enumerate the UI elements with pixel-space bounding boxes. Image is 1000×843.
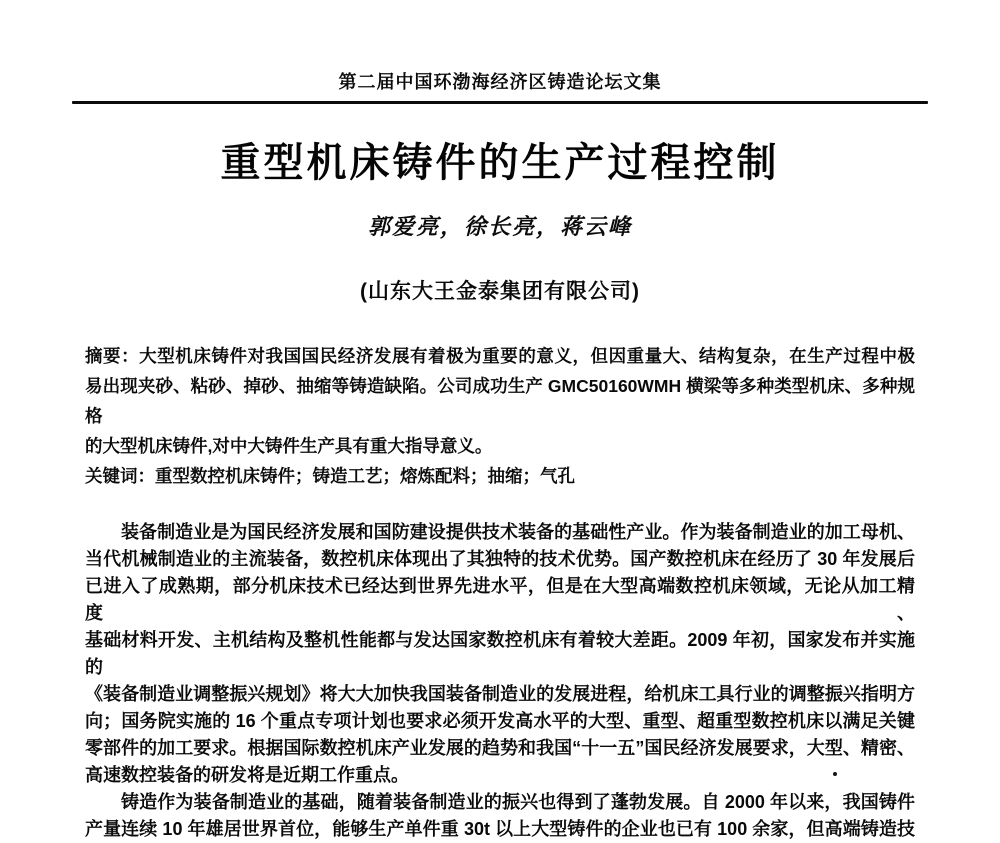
text-line: 易出现夹砂、粘砂、掉砂、抽缩等铸造缺陷。公司成功生产 GMC50160WMH 横梁等多种类型机床、多种规格 [85, 376, 915, 426]
text-line: 《装备制造业调整振兴规划》将大大加快我国装备制造业的发展进程，给机床工具行业的调整振兴指明方 [85, 684, 915, 704]
affiliation-line: (山东大王金泰集团有限公司) [360, 280, 640, 303]
scan-speck [833, 772, 837, 776]
keywords-line: 关键词：重型数控机床铸件；铸造工艺；熔炼配料；抽缩；气孔 [85, 466, 575, 486]
text-line: 铸造作为装备制造业的基础，随着装备制造业的振兴也得到了蓬勃发展。自 2000 年以来，我国铸件 [121, 792, 915, 812]
body-text [85, 519, 915, 843]
header-rule [72, 101, 928, 104]
text-line: 产量连续 10 年雄居世界首位，能够生产单件重 30t 以上大型铸件的企业也已有 100 余家，但高端铸造技 [85, 819, 915, 839]
running-header: 第二届中国环渤海经济区铸造论坛文集 [338, 72, 662, 92]
text-line: 当代机械制造业的主流装备，数控机床体现出了其独特的技术优势。国产数控机床在经历了 30 年发展后 [85, 549, 915, 569]
text-line: 摘要：大型机床铸件对我国国民经济发展有着极为重要的意义，但因重量大、结构复杂，在生产过程中极 [85, 346, 915, 366]
text-line: 高速数控装备的研发将是近期工作重点。 [85, 765, 409, 785]
text-line: 已进入了成熟期，部分机床技术已经达到世界先进水平，但是在大型高端数控机床领域，无论从加工精度、 [85, 576, 915, 623]
document-page [0, 68, 1000, 839]
authors-line: 郭爱亮，徐长亮，蒋云峰 [367, 214, 632, 239]
paper-title: 重型机床铸件的生产过程控制 [220, 141, 780, 185]
text-line: 向；国务院实施的 16 个重点专项计划也要求必须开发高水平的大型、重型、超重型数控机床以满足关键 [85, 711, 915, 731]
abstract-block [85, 341, 915, 461]
text-line: 零部件的加工要求。根据国际数控机床产业发展的趋势和我国“十一五”国民经济发展要求，大型、精密、 [85, 738, 915, 758]
text-line: 的大型机床铸件,对中大铸件生产具有重大指导意义。 [85, 436, 493, 456]
text-line: 基础材料开发、主机结构及整机性能都与发达国家数控机床有着较大差距。2009 年初，国家发布并实施的 [85, 630, 915, 677]
text-line: 装备制造业是为国民经济发展和国防建设提供技术装备的基础性产业。作为装备制造业的加工母机、 [121, 522, 915, 542]
